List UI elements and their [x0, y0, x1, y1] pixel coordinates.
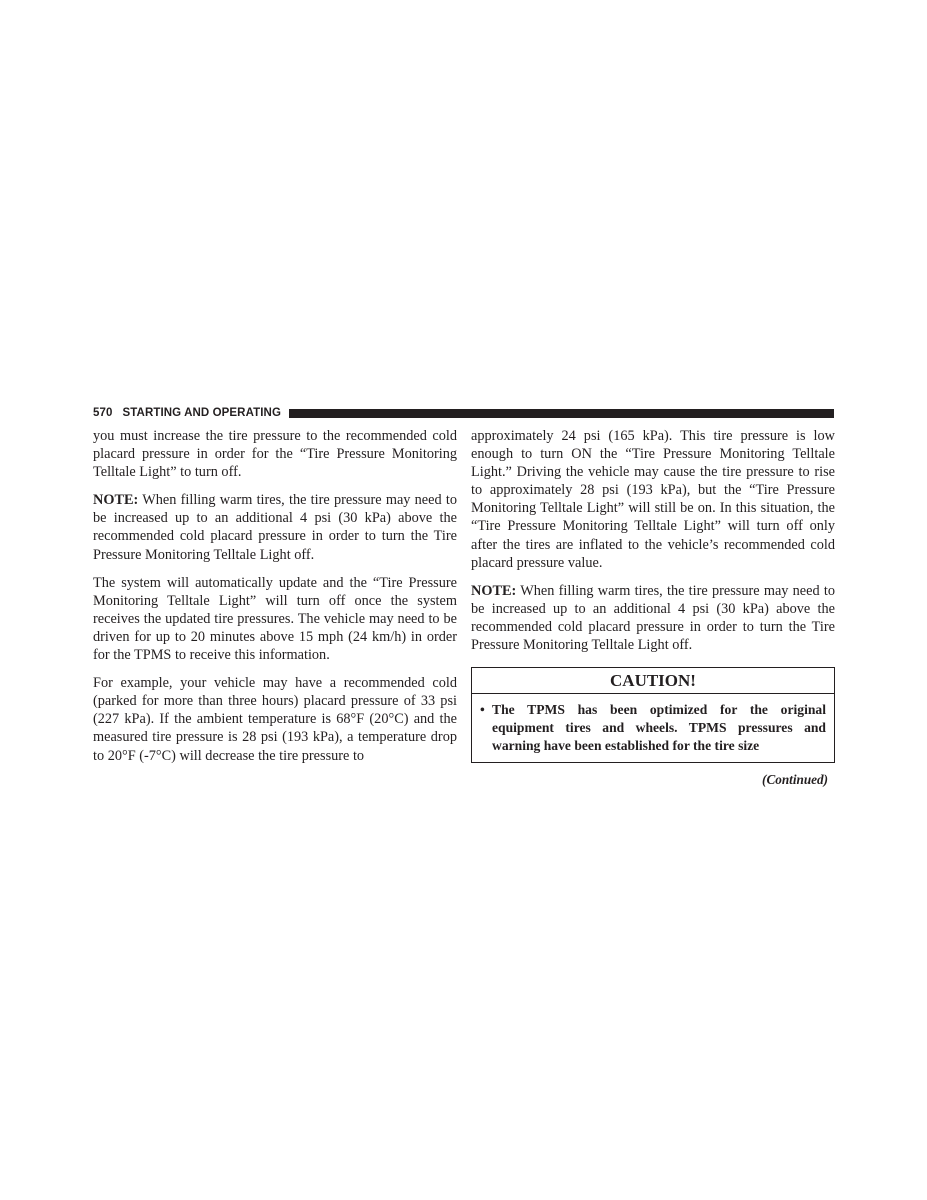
caution-body [472, 694, 834, 762]
note-text: When filling warm tires, the tire pressure may need to be increased up to an additional 4 psi (30 kPa) above the recommended cold placard pressure in order to turn the Tire Pressure Monitoring Telltale Light off. [93, 492, 457, 563]
paragraph: approximately 24 psi (165 kPa). This tire pressure is low enough to turn ON the “Tire Pressure Monitoring Telltale Light.” Driving the vehicle may cause the tire pressure to rise to approximately 28 psi (193 kPa), but the “Tire Pressure Monitoring Telltale Light” will still be on. In this situation, the “Tire Pressure Monitoring Telltale Light” will turn off only after the tires are inflated to the vehicle’s recommended cold placard pressure value. [471, 428, 835, 571]
caution-box [471, 667, 835, 763]
caution-title: CAUTION! [472, 668, 834, 694]
paragraph: you must increase the tire pressure to the recommended cold placard pressure in order for the “Tire Pressure Monitoring Telltale Light” to turn off. [93, 428, 457, 481]
caution-text: The TPMS has been optimized for the original equipment tires and wheels. TPMS pressures and warning have been established for the tire size [492, 702, 826, 754]
page-number: 570 [93, 407, 113, 419]
note-paragraph [471, 582, 835, 654]
note-paragraph [93, 491, 457, 563]
continued-label: (Continued) [762, 772, 828, 788]
note-label: NOTE: [93, 492, 139, 509]
bullet-icon: • [480, 702, 485, 718]
note-label: NOTE: [471, 582, 517, 599]
paragraph: The system will automatically update and the “Tire Pressure Monitoring Telltale Light” will turn off once the system receives the updated tire pressures. The vehicle may need to be driven for up to 20 minutes above 15 mph (24 km/h) in order for the TPMS to receive this information. [93, 574, 457, 664]
left-column [93, 427, 457, 775]
header-rule [289, 409, 834, 418]
note-text: When filling warm tires, the tire pressure may need to be increased up to an additional 4 psi (30 kPa) above the recommended cold placard pressure in order to turn the Tire Pressure Monitoring Telltale Light off. [471, 582, 835, 654]
paragraph: For example, your vehicle may have a recommended cold (parked for more than three hours) placard pressure of 33 psi (227 kPa). If the ambient temperature is 68°F (20°C) and the measured tire pressure is 28 psi (193 kPa), a temperature drop to 20°F (-7°C) will decrease the tire pressure to [93, 675, 457, 764]
right-column [471, 427, 835, 788]
section-title: STARTING AND OPERATING [122, 407, 282, 419]
page-header [93, 406, 834, 420]
